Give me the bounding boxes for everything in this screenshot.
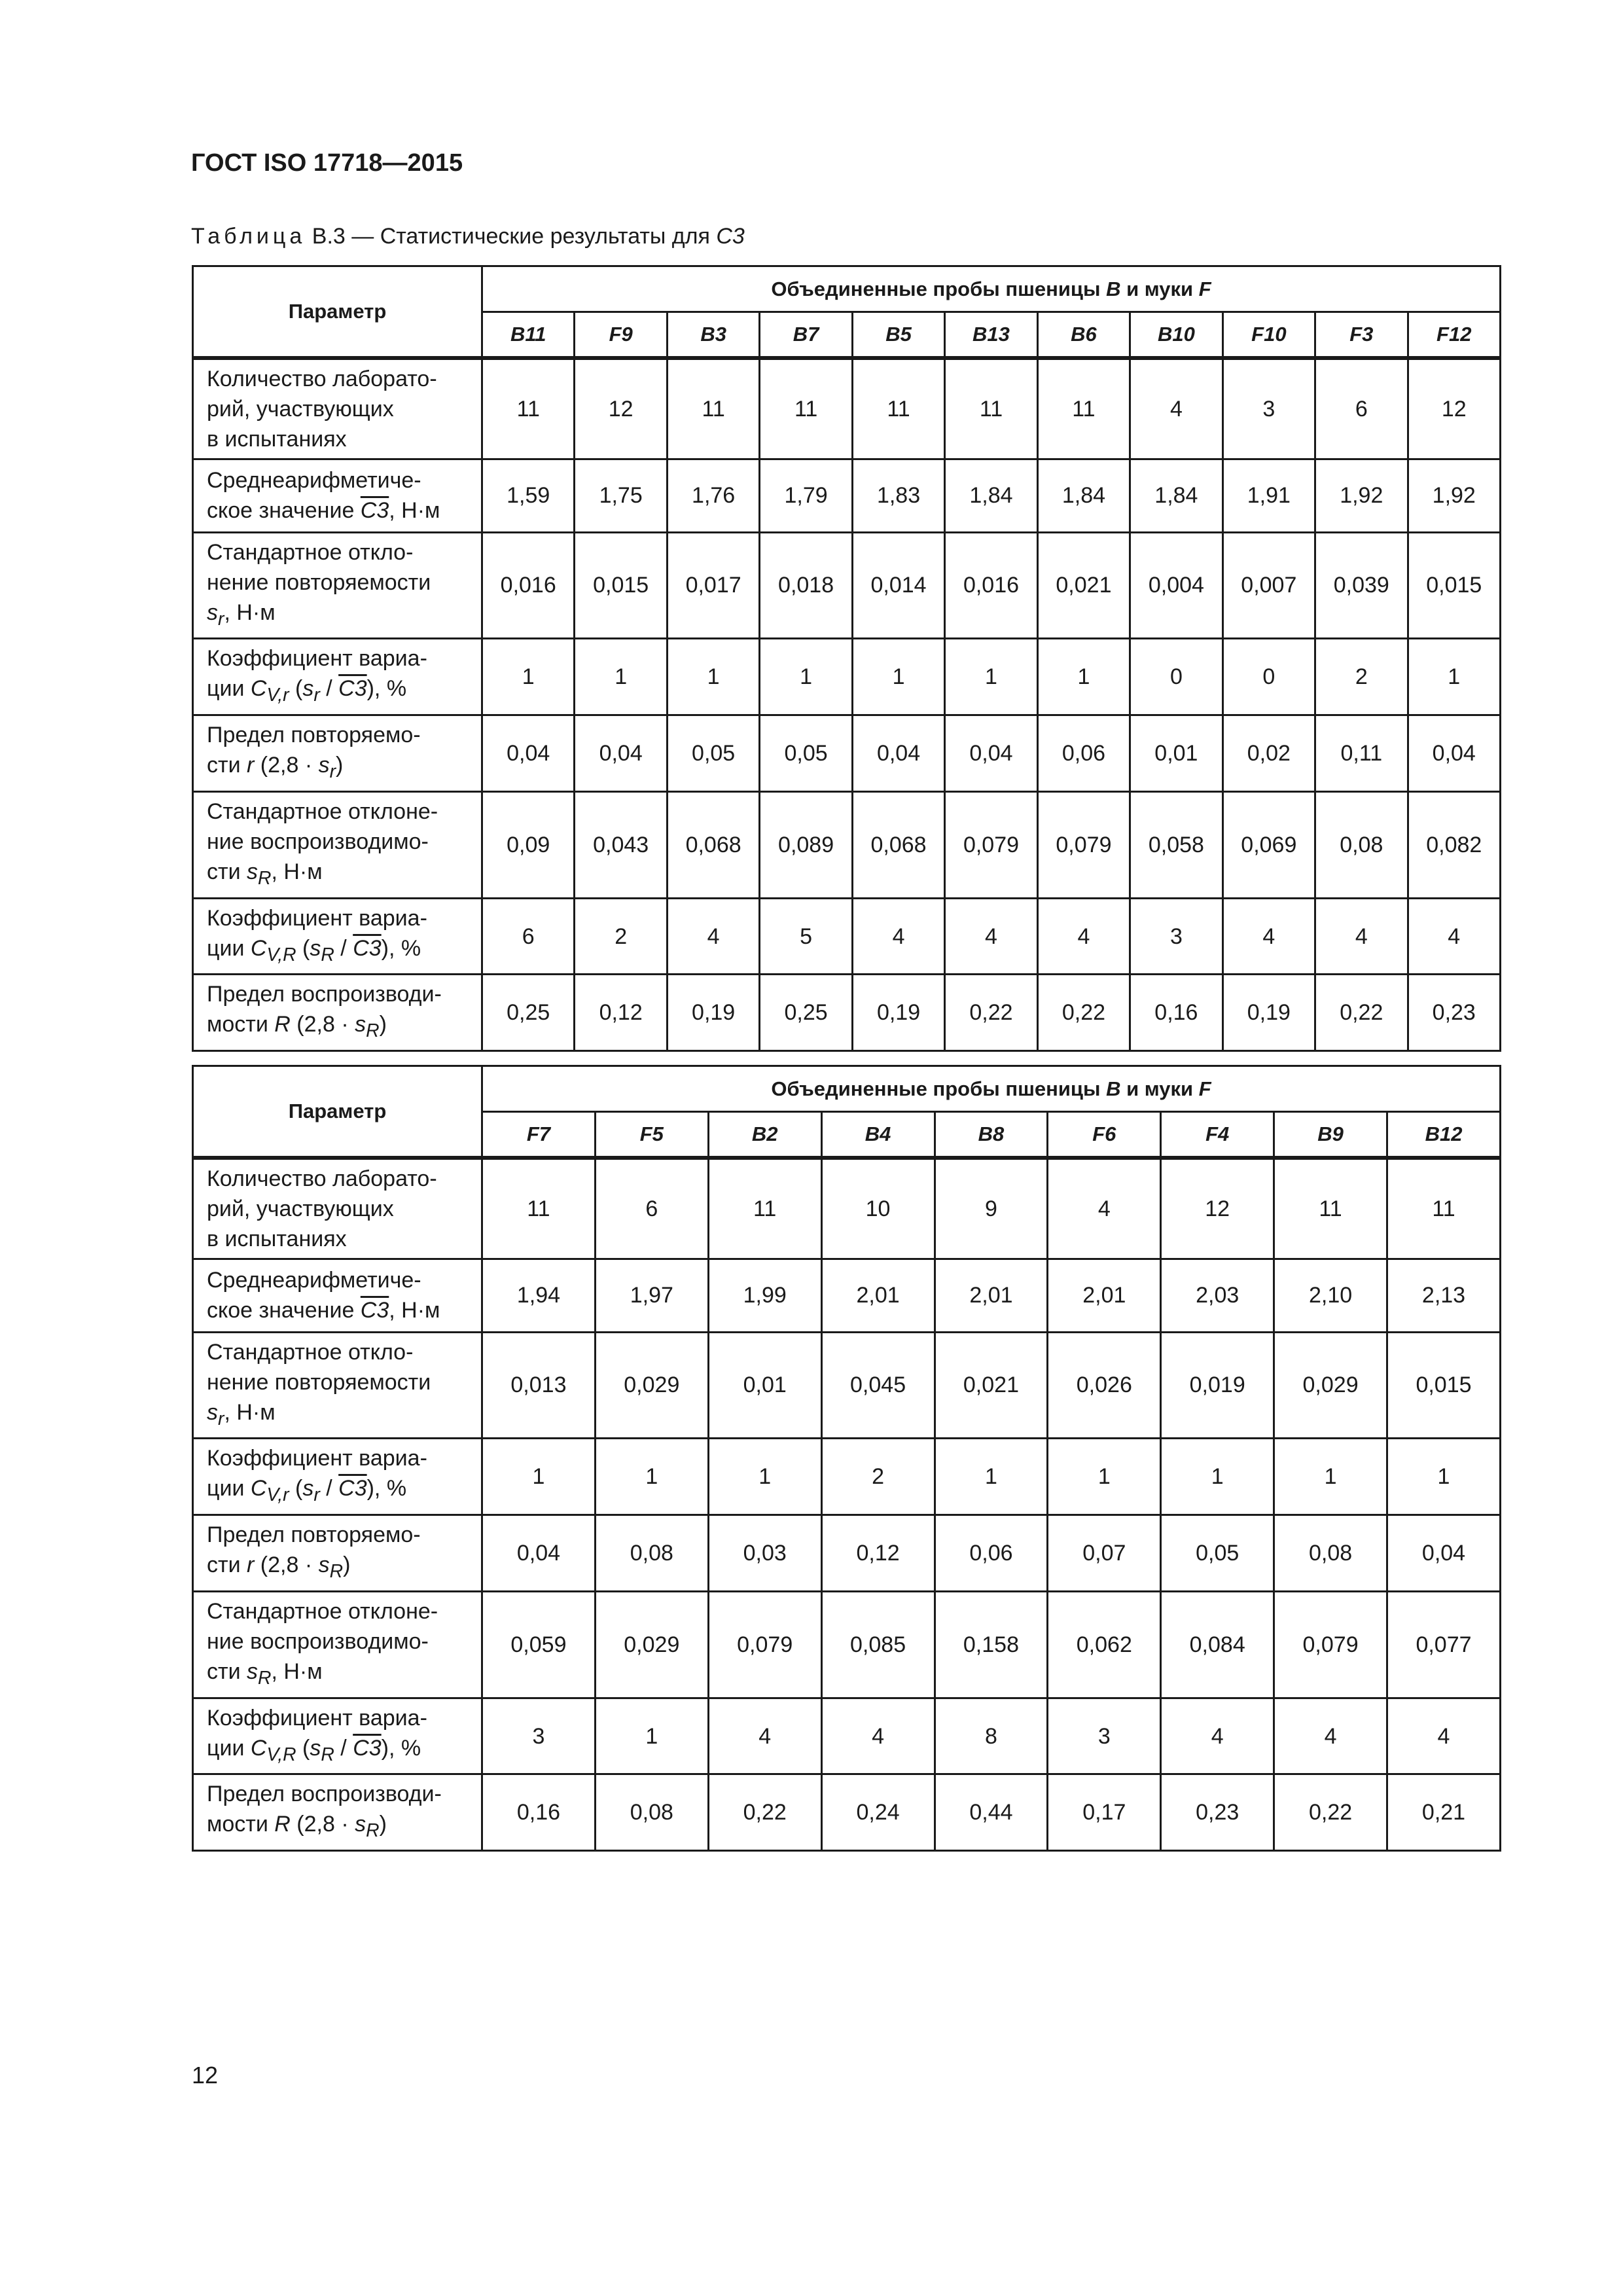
labs-count-row: [193, 1158, 1501, 1259]
value-cell: 0,026: [1048, 1332, 1161, 1439]
value-cell: 0,22: [708, 1774, 821, 1851]
value-cell: 4: [667, 898, 759, 975]
value-cell: 11: [760, 358, 852, 459]
value-cell: 0,014: [852, 532, 944, 639]
value-cell: 0,069: [1222, 791, 1315, 898]
value-cell: 0,059: [482, 1591, 596, 1698]
value-cell: 1: [667, 639, 759, 715]
group-header: Объединенные пробы пшеницы B и муки F: [482, 266, 1501, 312]
value-cell: 0,082: [1408, 791, 1500, 898]
value-cell: 11: [852, 358, 944, 459]
table-caption-text: В.3 — Статистические результаты для: [312, 224, 717, 249]
value-cell: 4: [852, 898, 944, 975]
value-cell: 0,08: [1274, 1515, 1387, 1592]
value-cell: 0,007: [1222, 532, 1315, 639]
value-cell: 0,11: [1315, 715, 1408, 792]
param-column-header: Параметр: [193, 1066, 482, 1158]
value-cell: 11: [1387, 1158, 1501, 1259]
value-cell: 0,22: [1037, 975, 1130, 1051]
value-cell: 1,99: [708, 1259, 821, 1332]
sample-column-header: B3: [667, 312, 759, 358]
value-cell: 1: [1048, 1439, 1161, 1515]
value-cell: 0,04: [482, 1515, 596, 1592]
results-table-2: [192, 1065, 1501, 1852]
value-cell: 1,84: [1130, 459, 1222, 532]
value-cell: 8: [935, 1698, 1048, 1774]
value-cell: 0,04: [575, 715, 667, 792]
value-cell: 1: [1161, 1439, 1274, 1515]
value-cell: 1: [1408, 639, 1500, 715]
value-cell: 0,019: [1161, 1332, 1274, 1439]
value-cell: 0,16: [482, 1774, 596, 1851]
parameter-label: Коэффициент вариа- ции $C_{V,R}$ $(s_R / C3)$, %: [193, 898, 482, 975]
value-cell: 4: [1315, 898, 1408, 975]
value-cell: 0,23: [1408, 975, 1500, 1051]
value-cell: 0,058: [1130, 791, 1222, 898]
value-cell: 0,22: [1274, 1774, 1387, 1851]
value-cell: 1: [482, 639, 575, 715]
value-cell: 11: [708, 1158, 821, 1259]
parameter-label: Предел воспроизводи- мости R $(2,8 \cdot s_R)$: [193, 975, 482, 1051]
parameter-label: Коэффициент вариа- ции $C_{V,r}$ $(s_r / C3)$, %: [193, 639, 482, 715]
value-cell: 11: [482, 358, 575, 459]
value-cell: 0,25: [482, 975, 575, 1051]
value-cell: 0,05: [760, 715, 852, 792]
value-cell: 0,013: [482, 1332, 596, 1439]
value-cell: 5: [760, 898, 852, 975]
value-cell: 0,01: [708, 1332, 821, 1439]
value-cell: 0,08: [595, 1515, 708, 1592]
document-code: ГОСТ ISO 17718—2015: [191, 149, 463, 177]
value-cell: 0,029: [595, 1332, 708, 1439]
value-cell: 1: [760, 639, 852, 715]
value-cell: 0,029: [1274, 1332, 1387, 1439]
value-cell: 1: [1274, 1439, 1387, 1515]
value-cell: 10: [821, 1158, 935, 1259]
reproducibility-limit-row: [193, 975, 1501, 1051]
value-cell: 0,045: [821, 1332, 935, 1439]
value-cell: 1,79: [760, 459, 852, 532]
value-cell: 1,84: [945, 459, 1037, 532]
value-cell: 12: [1161, 1158, 1274, 1259]
value-cell: 0,021: [1037, 532, 1130, 639]
value-cell: 0,06: [1037, 715, 1130, 792]
value-cell: 11: [1274, 1158, 1387, 1259]
results-table-1: [192, 265, 1501, 1052]
value-cell: 11: [945, 358, 1037, 459]
value-cell: 1,97: [595, 1259, 708, 1332]
value-cell: 0,01: [1130, 715, 1222, 792]
value-cell: 0,07: [1048, 1515, 1161, 1592]
table-body: [193, 358, 1501, 1051]
parameter-label: Коэффициент вариа- ции $C_{V,r}$ $(s_r / C3)$, %: [193, 1439, 482, 1515]
group-header: Объединенные пробы пшеницы B и муки F: [482, 1066, 1501, 1112]
value-cell: 2,01: [935, 1259, 1048, 1332]
value-cell: 1: [575, 639, 667, 715]
value-cell: 0,17: [1048, 1774, 1161, 1851]
value-cell: 0,22: [945, 975, 1037, 1051]
value-cell: 0,04: [1408, 715, 1500, 792]
value-cell: 4: [708, 1698, 821, 1774]
value-cell: 4: [1408, 898, 1500, 975]
repeatability-cv-row: [193, 1439, 1501, 1515]
value-cell: 0,44: [935, 1774, 1048, 1851]
value-cell: 11: [482, 1158, 596, 1259]
value-cell: 0,04: [1387, 1515, 1501, 1592]
value-cell: 0,079: [708, 1591, 821, 1698]
value-cell: 0,085: [821, 1591, 935, 1698]
sample-column-header: F3: [1315, 312, 1408, 358]
repeatability-limit-row: [193, 1515, 1501, 1592]
sample-column-header: B7: [760, 312, 852, 358]
value-cell: 0,25: [760, 975, 852, 1051]
value-cell: 0,039: [1315, 532, 1408, 639]
reproducibility-limit-row: [193, 1774, 1501, 1851]
value-cell: 0,19: [852, 975, 944, 1051]
value-cell: 2,10: [1274, 1259, 1387, 1332]
value-cell: 4: [1037, 898, 1130, 975]
value-cell: 0,077: [1387, 1591, 1501, 1698]
repeatability-sd-row: [193, 532, 1501, 639]
labs-count-row: [193, 358, 1501, 459]
value-cell: 6: [482, 898, 575, 975]
mean-value-row: [193, 1259, 1501, 1332]
value-cell: 0,068: [852, 791, 944, 898]
value-cell: 0,015: [1408, 532, 1500, 639]
value-cell: 2,13: [1387, 1259, 1501, 1332]
value-cell: 1: [945, 639, 1037, 715]
sample-column-header: B10: [1130, 312, 1222, 358]
value-cell: 1: [595, 1439, 708, 1515]
value-cell: 6: [1315, 358, 1408, 459]
sample-column-header: F5: [595, 1112, 708, 1158]
value-cell: 3: [1130, 898, 1222, 975]
value-cell: 0,03: [708, 1515, 821, 1592]
value-cell: 2: [575, 898, 667, 975]
value-cell: 4: [1387, 1698, 1501, 1774]
sample-column-header: B11: [482, 312, 575, 358]
value-cell: 0,062: [1048, 1591, 1161, 1698]
value-cell: 2: [821, 1439, 935, 1515]
table-caption-word: Таблица: [191, 224, 306, 249]
value-cell: 4: [1048, 1158, 1161, 1259]
sample-column-header: B13: [945, 312, 1037, 358]
parameter-label: Коэффициент вариа- ции $C_{V,R}$ $(s_R / C3)$, %: [193, 1698, 482, 1774]
value-cell: 1,59: [482, 459, 575, 532]
value-cell: 0,079: [945, 791, 1037, 898]
value-cell: 4: [1222, 898, 1315, 975]
value-cell: 1,94: [482, 1259, 596, 1332]
repeatability-sd-row: [193, 1332, 1501, 1439]
table-caption-target: C3: [716, 224, 745, 249]
value-cell: 0,04: [945, 715, 1037, 792]
value-cell: 1,92: [1408, 459, 1500, 532]
parameter-label: Предел воспроизводи- мости R $(2,8 \cdot s_R)$: [193, 1774, 482, 1851]
parameter-label: Предел повторяемо- сти r $(2,8 \cdot s_r)$: [193, 715, 482, 792]
parameter-label: Предел повторяемо- сти r $(2,8 \cdot s_R)$: [193, 1515, 482, 1592]
sample-column-header: B2: [708, 1112, 821, 1158]
value-cell: 4: [945, 898, 1037, 975]
value-cell: 1: [1037, 639, 1130, 715]
reproducibility-cv-row: [193, 1698, 1501, 1774]
value-cell: 0,05: [1161, 1515, 1274, 1592]
value-cell: 0,068: [667, 791, 759, 898]
value-cell: 1: [852, 639, 944, 715]
param-column-header: Параметр: [193, 266, 482, 358]
value-cell: 0,017: [667, 532, 759, 639]
value-cell: 0,158: [935, 1591, 1048, 1698]
value-cell: 0: [1130, 639, 1222, 715]
value-cell: 2,03: [1161, 1259, 1274, 1332]
value-cell: 6: [595, 1158, 708, 1259]
value-cell: 0,21: [1387, 1774, 1501, 1851]
value-cell: 12: [575, 358, 667, 459]
value-cell: 0,089: [760, 791, 852, 898]
sample-column-header: F4: [1161, 1112, 1274, 1158]
value-cell: 2,01: [1048, 1259, 1161, 1332]
reproducibility-sd-row: [193, 791, 1501, 898]
value-cell: 0,23: [1161, 1774, 1274, 1851]
value-cell: 0,12: [575, 975, 667, 1051]
parameter-label: Количество лаборато- рий, участвующих в испытаниях: [193, 358, 482, 459]
value-cell: 0,22: [1315, 975, 1408, 1051]
value-cell: 4: [1274, 1698, 1387, 1774]
sample-column-header: B4: [821, 1112, 935, 1158]
value-cell: 1: [708, 1439, 821, 1515]
repeatability-cv-row: [193, 639, 1501, 715]
value-cell: 0,043: [575, 791, 667, 898]
value-cell: 1: [935, 1439, 1048, 1515]
value-cell: 0,015: [1387, 1332, 1501, 1439]
value-cell: 0,06: [935, 1515, 1048, 1592]
value-cell: 1,84: [1037, 459, 1130, 532]
value-cell: 0,08: [595, 1774, 708, 1851]
value-cell: 4: [821, 1698, 935, 1774]
sample-column-header: B8: [935, 1112, 1048, 1158]
value-cell: 0,016: [945, 532, 1037, 639]
value-cell: 0,029: [595, 1591, 708, 1698]
sample-column-header: F9: [575, 312, 667, 358]
value-cell: 4: [1161, 1698, 1274, 1774]
sample-column-header: B5: [852, 312, 944, 358]
reproducibility-cv-row: [193, 898, 1501, 975]
mean-value-row: [193, 459, 1501, 532]
value-cell: 0,015: [575, 532, 667, 639]
table-body: [193, 1158, 1501, 1851]
value-cell: 0,08: [1315, 791, 1408, 898]
parameter-label: Стандартное откло- нение повторяемости $s_r$, Н·м: [193, 532, 482, 639]
parameter-label: Количество лаборато- рий, участвующих в испытаниях: [193, 1158, 482, 1259]
value-cell: 1: [482, 1439, 596, 1515]
page-number: 12: [192, 2062, 219, 2089]
parameter-label: Среднеарифметиче- ское значение C3, Н·м: [193, 459, 482, 532]
value-cell: 0,079: [1274, 1591, 1387, 1698]
value-cell: 0,05: [667, 715, 759, 792]
value-cell: 0,021: [935, 1332, 1048, 1439]
value-cell: 3: [482, 1698, 596, 1774]
value-cell: 11: [667, 358, 759, 459]
value-cell: 0,084: [1161, 1591, 1274, 1698]
value-cell: 3: [1222, 358, 1315, 459]
reproducibility-sd-row: [193, 1591, 1501, 1698]
sample-column-header: F6: [1048, 1112, 1161, 1158]
value-cell: 0,004: [1130, 532, 1222, 639]
value-cell: 2,01: [821, 1259, 935, 1332]
table-caption: [191, 224, 745, 249]
value-cell: 0,04: [852, 715, 944, 792]
parameter-label: Среднеарифметиче- ское значение C3, Н·м: [193, 1259, 482, 1332]
repeatability-limit-row: [193, 715, 1501, 792]
value-cell: 1,91: [1222, 459, 1315, 532]
value-cell: 0,19: [667, 975, 759, 1051]
value-cell: 1,92: [1315, 459, 1408, 532]
value-cell: 11: [1037, 358, 1130, 459]
sample-column-header: B9: [1274, 1112, 1387, 1158]
value-cell: 1,83: [852, 459, 944, 532]
parameter-label: Стандартное отклоне- ние воспроизводимо- сти $s_R$, Н·м: [193, 791, 482, 898]
sample-column-header: F10: [1222, 312, 1315, 358]
value-cell: 0,24: [821, 1774, 935, 1851]
sample-column-header: F12: [1408, 312, 1500, 358]
sample-column-header: B12: [1387, 1112, 1501, 1158]
value-cell: 0: [1222, 639, 1315, 715]
value-cell: 1: [1387, 1439, 1501, 1515]
value-cell: 0,12: [821, 1515, 935, 1592]
parameter-label: Стандартное отклоне- ние воспроизводимо- сти $s_R$, Н·м: [193, 1591, 482, 1698]
sample-column-header: F7: [482, 1112, 596, 1158]
value-cell: 1,75: [575, 459, 667, 532]
sample-column-header: B6: [1037, 312, 1130, 358]
value-cell: 0,19: [1222, 975, 1315, 1051]
value-cell: 0,04: [482, 715, 575, 792]
value-cell: 9: [935, 1158, 1048, 1259]
value-cell: 4: [1130, 358, 1222, 459]
value-cell: 0,079: [1037, 791, 1130, 898]
parameter-label: Стандартное откло- нение повторяемости $s_r$, Н·м: [193, 1332, 482, 1439]
value-cell: 12: [1408, 358, 1500, 459]
value-cell: 3: [1048, 1698, 1161, 1774]
value-cell: 1: [595, 1698, 708, 1774]
value-cell: 2: [1315, 639, 1408, 715]
value-cell: 0,09: [482, 791, 575, 898]
value-cell: 0,02: [1222, 715, 1315, 792]
value-cell: 0,016: [482, 532, 575, 639]
value-cell: 1,76: [667, 459, 759, 532]
value-cell: 0,16: [1130, 975, 1222, 1051]
value-cell: 0,018: [760, 532, 852, 639]
